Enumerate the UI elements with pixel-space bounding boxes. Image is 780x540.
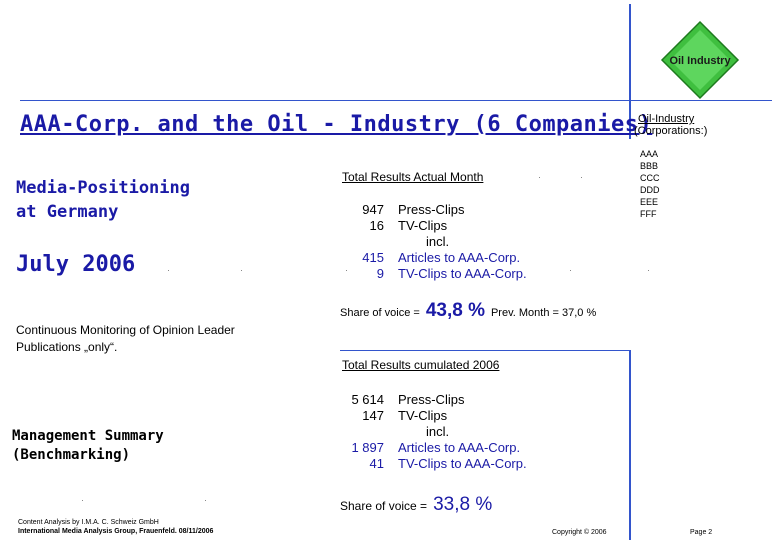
company-item: FFF	[640, 209, 657, 219]
result-count: 415	[362, 250, 384, 265]
report-month: July 2006	[16, 252, 136, 277]
actual-month-table	[344, 202, 527, 282]
header-horizontal-rule	[20, 100, 772, 101]
company-item: AAA	[640, 149, 659, 159]
actual-month-heading: Total Results Actual Month	[342, 170, 484, 184]
company-item: BBB	[640, 161, 659, 171]
result-label: Articles to AAA-Corp.	[398, 250, 521, 265]
footer-credit-line: Content Analysis by I.M.A. C. Schweiz GmbH	[18, 519, 159, 526]
result-label: TV-Clips to AAA-Corp.	[398, 266, 527, 281]
decorative-dot	[205, 500, 206, 501]
media-positioning-line: Media-Positioning	[16, 178, 190, 198]
result-count: 16	[369, 218, 384, 233]
result-label: Press-Clips	[398, 392, 465, 407]
decorative-dot	[581, 177, 582, 178]
cumulated-heading: Total Results cumulated 2006	[342, 358, 500, 372]
content-vertical-rule	[629, 350, 631, 540]
company-item: EEE	[640, 197, 659, 207]
result-row	[344, 392, 527, 408]
management-summary	[12, 427, 164, 465]
company-item: CCC	[640, 173, 660, 183]
decorative-dot	[648, 270, 649, 271]
result-row	[344, 456, 527, 472]
page-title: AAA-Corp. and the Oil - Industry (6 Companies)	[20, 112, 653, 137]
monitoring-note	[16, 322, 235, 356]
previous-month-share: Prev. Month = 37,0 %	[490, 307, 597, 319]
section-divider	[340, 350, 630, 351]
share-label: Share of voice =	[340, 307, 420, 319]
media-positioning-line: at Germany	[16, 202, 119, 222]
result-row	[344, 440, 527, 456]
cumulated-share-of-voice	[340, 494, 492, 516]
result-label: Articles to AAA-Corp.	[398, 440, 521, 455]
share-label: Share of voice =	[340, 499, 428, 513]
result-row	[344, 202, 527, 218]
result-label: TV-Clips	[398, 218, 448, 233]
result-count: 9	[376, 266, 384, 281]
result-count	[344, 234, 384, 250]
oil-industry-label: Oil-Industry	[638, 113, 695, 125]
footer-credit-line: International Media Analysis Group, Frauenfeld. 08/11/2006	[18, 528, 214, 535]
company-item: DDD	[640, 185, 660, 195]
decorative-dot	[168, 270, 169, 271]
share-value: 33,8 %	[433, 494, 493, 515]
decorative-dot	[82, 500, 83, 501]
result-row	[344, 408, 527, 424]
cumulated-table	[344, 392, 527, 472]
result-label: Press-Clips	[398, 202, 465, 217]
result-count: 147	[362, 408, 384, 423]
decorative-dot	[570, 270, 571, 271]
summary-line: (Benchmarking)	[12, 447, 131, 463]
result-count: 947	[362, 202, 384, 217]
result-row	[344, 234, 527, 250]
result-label: TV-Clips	[398, 408, 448, 423]
corporations-label: (Corporations:)	[634, 125, 708, 137]
monitoring-line: Continuous Monitoring of Opinion Leader	[16, 323, 235, 337]
result-count: 41	[369, 456, 384, 471]
actual-share-of-voice	[340, 300, 596, 322]
company-list	[640, 148, 660, 220]
decorative-dot	[241, 270, 242, 271]
share-value: 43,8 %	[425, 300, 485, 321]
decorative-dot	[539, 177, 540, 178]
result-label: incl.	[426, 424, 450, 439]
copyright-notice: Copyright © 2006	[552, 529, 607, 536]
result-count: 5 614	[351, 392, 384, 407]
monitoring-line: Publications „only“.	[16, 340, 118, 354]
footer-credits	[18, 518, 213, 536]
result-label: TV-Clips to AAA-Corp.	[398, 456, 527, 471]
result-row	[344, 424, 527, 440]
result-row	[344, 250, 527, 266]
result-count: 1 897	[351, 440, 384, 455]
result-row	[344, 266, 527, 282]
result-row	[344, 218, 527, 234]
result-count	[344, 424, 384, 440]
decorative-dot	[346, 270, 347, 271]
result-label: incl.	[426, 234, 450, 249]
oil-industry-logo	[660, 20, 740, 100]
media-positioning-heading	[16, 176, 190, 224]
summary-line: Management Summary	[12, 428, 164, 444]
svg-text:Oil Industry: Oil Industry	[669, 55, 731, 67]
page-number: Page 2	[690, 529, 713, 536]
